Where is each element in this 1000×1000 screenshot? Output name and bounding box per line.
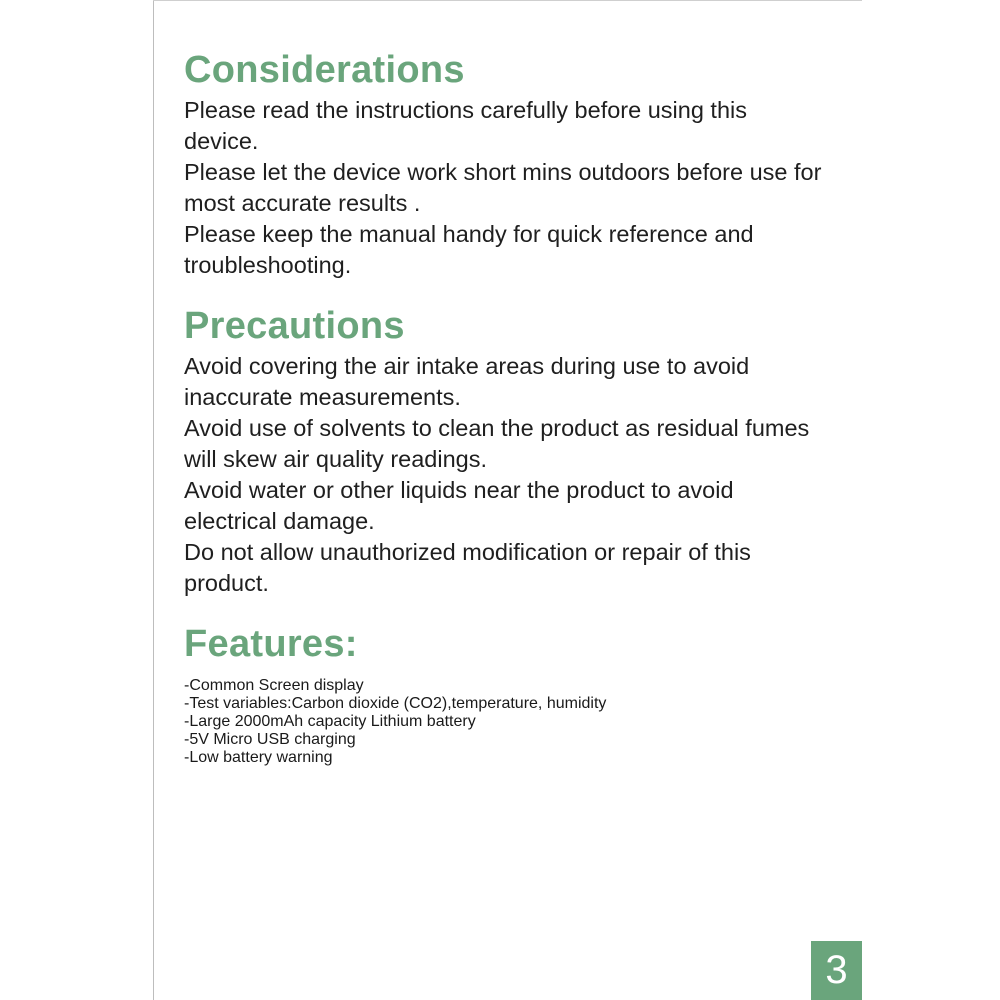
precautions-paragraph: Avoid use of solvents to clean the product as residual fumes will skew air quality readings. [184, 415, 810, 472]
manual-page-content [184, 48, 824, 767]
precautions-paragraph: Avoid covering the air intake areas during use to avoid inaccurate measurements. [184, 353, 750, 410]
top-rule [153, 0, 862, 1]
considerations-paragraph: Please let the device work short mins outdoors before use for most accurate results . [184, 159, 822, 216]
precautions-paragraph: Avoid water or other liquids near the product to avoid electrical damage. [184, 477, 734, 534]
page-number-badge: 3 [811, 941, 862, 1000]
feature-item: -5V Micro USB charging [184, 731, 356, 748]
precautions-paragraph: Do not allow unauthorized modification or repair of this product. [184, 539, 751, 596]
features-section [184, 622, 824, 767]
feature-item: -Test variables:Carbon dioxide (CO2),temperature, humidity [184, 695, 607, 712]
precautions-heading: Precautions [184, 305, 405, 347]
considerations-section [184, 48, 824, 281]
considerations-heading: Considerations [184, 49, 465, 91]
feature-item: -Large 2000mAh capacity Lithium battery [184, 713, 476, 730]
considerations-paragraph: Please read the instructions carefully before using this device. [184, 97, 748, 154]
considerations-paragraph: Please keep the manual handy for quick reference and troubleshooting. [184, 221, 754, 278]
feature-item: -Low battery warning [184, 749, 333, 766]
features-heading: Features: [184, 623, 358, 665]
features-list [184, 677, 824, 767]
precautions-section [184, 304, 824, 599]
feature-item: -Common Screen display [184, 677, 364, 694]
